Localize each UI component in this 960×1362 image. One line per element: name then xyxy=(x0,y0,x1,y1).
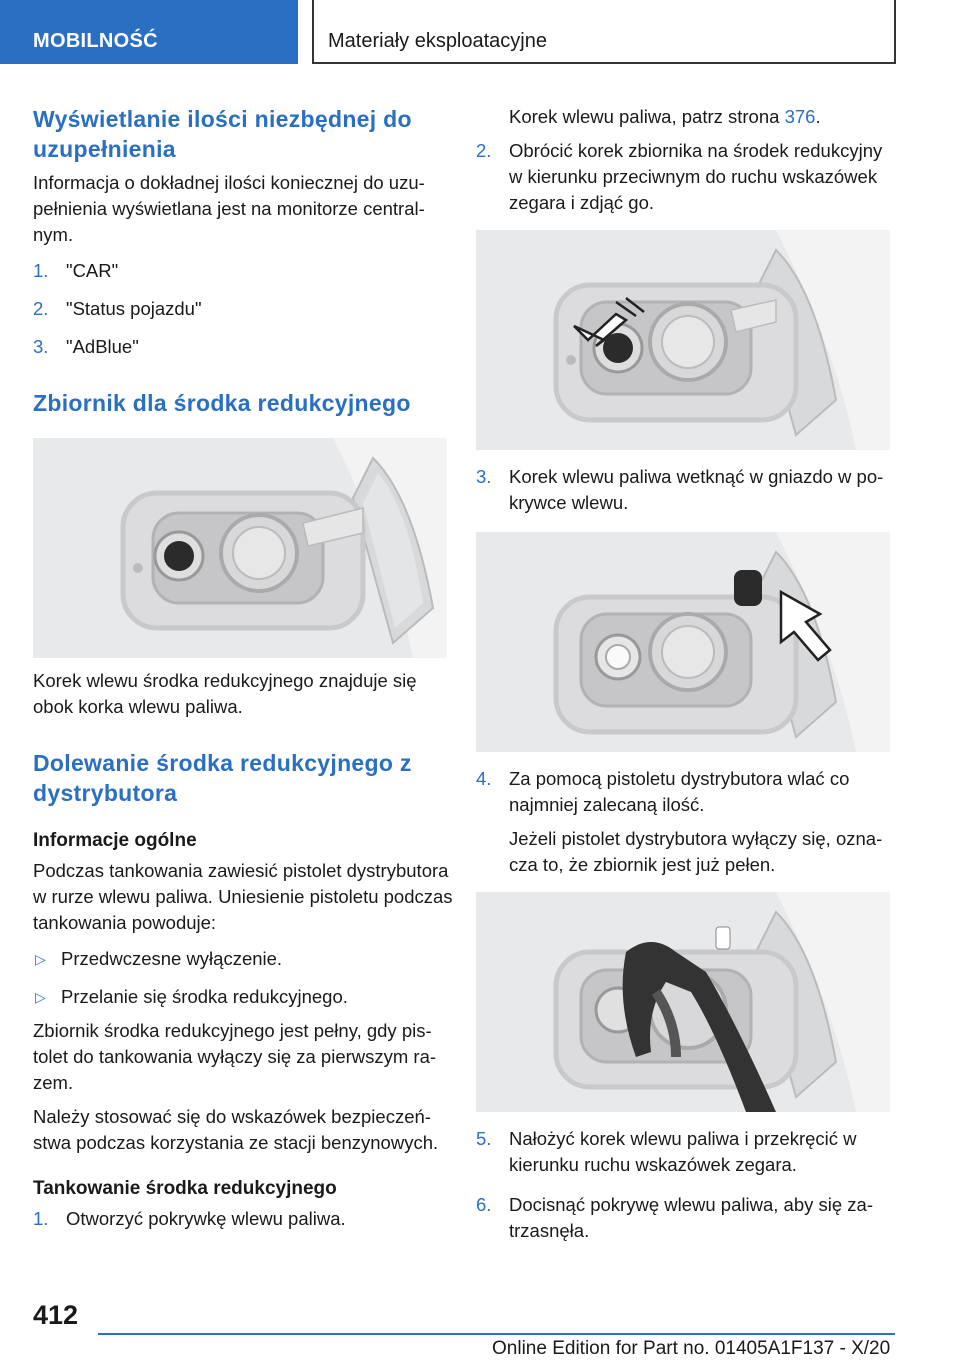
section-tab xyxy=(0,0,298,64)
steps-right-b xyxy=(476,464,896,516)
paragraph-safety: Należy stosować się do wskazówek bezpieczeństwa podczas korzystania ze stacji benzynowych. xyxy=(33,1106,439,1153)
list-item: 6. Docisnąć pokrywę wlewu paliwa, aby się zatrzasnęła. xyxy=(476,1194,873,1241)
refilling-photo xyxy=(476,892,890,1112)
paragraph-tank-full: Zbiornik środka redukcyjnego jest pełny, gdy pistolet do tankowania wyłączy się za pierwszym razem. xyxy=(33,1020,437,1093)
steps-refuel xyxy=(33,1206,453,1232)
steps-right-d xyxy=(476,1126,896,1244)
list-item: 5. Nałożyć korek wlewu paliwa i przekręcić w kierunku ruchu wskazówek zegara. xyxy=(476,1128,857,1175)
heading-tank: Zbiornik dla środka redukcyjnego xyxy=(33,390,411,416)
list-item: 4. Za pomocą pistoletu dystrybutora wlać co najmniej zalecaną ilość. xyxy=(476,768,850,815)
list-item: 1. Otworzyć pokrywkę wlewu paliwa. xyxy=(33,1208,346,1229)
list-item: 3. Korek wlewu paliwa wetknąć w gniazdo w pokrywce wlewu. xyxy=(476,466,884,513)
chapter-title: Materiały eksploatacyjne xyxy=(328,30,547,52)
list-item: 2. Obrócić korek zbiornika na środek redukcyjny w kierunku przeciwnym do ruchu wskazówek zegara i zdjąć go. xyxy=(476,140,883,213)
steps-right-c xyxy=(476,766,896,818)
chapter-box xyxy=(312,0,896,64)
list-item: 2. "Status pojazdu" xyxy=(33,298,202,319)
paragraph-continued: Korek wlewu paliwa, patrz strona 376. xyxy=(509,106,821,127)
list-item: 3. "AdBlue" xyxy=(33,336,139,357)
page-link[interactable]: 376 xyxy=(784,106,816,127)
section-title: MOBILNOŚĆ xyxy=(33,30,158,52)
fuel-filler-photo xyxy=(33,438,447,658)
steps-menu-path xyxy=(33,258,453,360)
cap-storage-photo xyxy=(476,532,890,752)
list-item: 1. "CAR" xyxy=(33,260,119,281)
list-item: ▷ Przelanie się środka redukcyjnego. xyxy=(33,984,453,1010)
paragraph-hang-nozzle: Podczas tankowania zawiesić pistolet dystrybutora w rurze wlewu paliwa. Uniesienie pistoletu podczas tankowania powoduje: xyxy=(33,860,453,933)
paragraph-display-info: Informacja o dokładnej ilości koniecznej do uzupełnienia wyświetlana jest na monitorze centralnym. xyxy=(33,172,425,245)
heading-refill: Dolewanie środka redukcyjnego z dystrybutora xyxy=(33,750,412,806)
triangle-bullet-icon: ▷ xyxy=(35,989,46,1005)
bullet-list xyxy=(33,946,453,1010)
footer-divider xyxy=(98,1333,895,1335)
list-item: ▷ Przedwczesne wyłączenie. xyxy=(33,946,453,972)
triangle-bullet-icon: ▷ xyxy=(35,951,46,967)
right-column xyxy=(476,104,896,1244)
paragraph-tank-location: Korek wlewu środka redukcyjnego znajduje się obok korka wlewu paliwa. xyxy=(33,670,417,717)
subheading-general: Informacje ogólne xyxy=(33,830,197,851)
steps-right-a xyxy=(476,138,896,216)
page-number: 412 xyxy=(33,1300,79,1330)
left-column xyxy=(33,104,453,1232)
paragraph-nozzle-off: Jeżeli pistolet dystrybutora wyłączy się, oznacza to, że zbiornik jest już pełen. xyxy=(509,828,883,875)
subheading-refuel: Tankowanie środka redukcyjnego xyxy=(33,1178,337,1199)
footer-edition: Online Edition for Part no. 01405A1F137 - X/20 xyxy=(492,1338,891,1359)
cap-removal-photo xyxy=(476,230,890,450)
heading-display-quantity: Wyświetlanie ilości niezbędnej do uzupełnienia xyxy=(33,106,412,162)
